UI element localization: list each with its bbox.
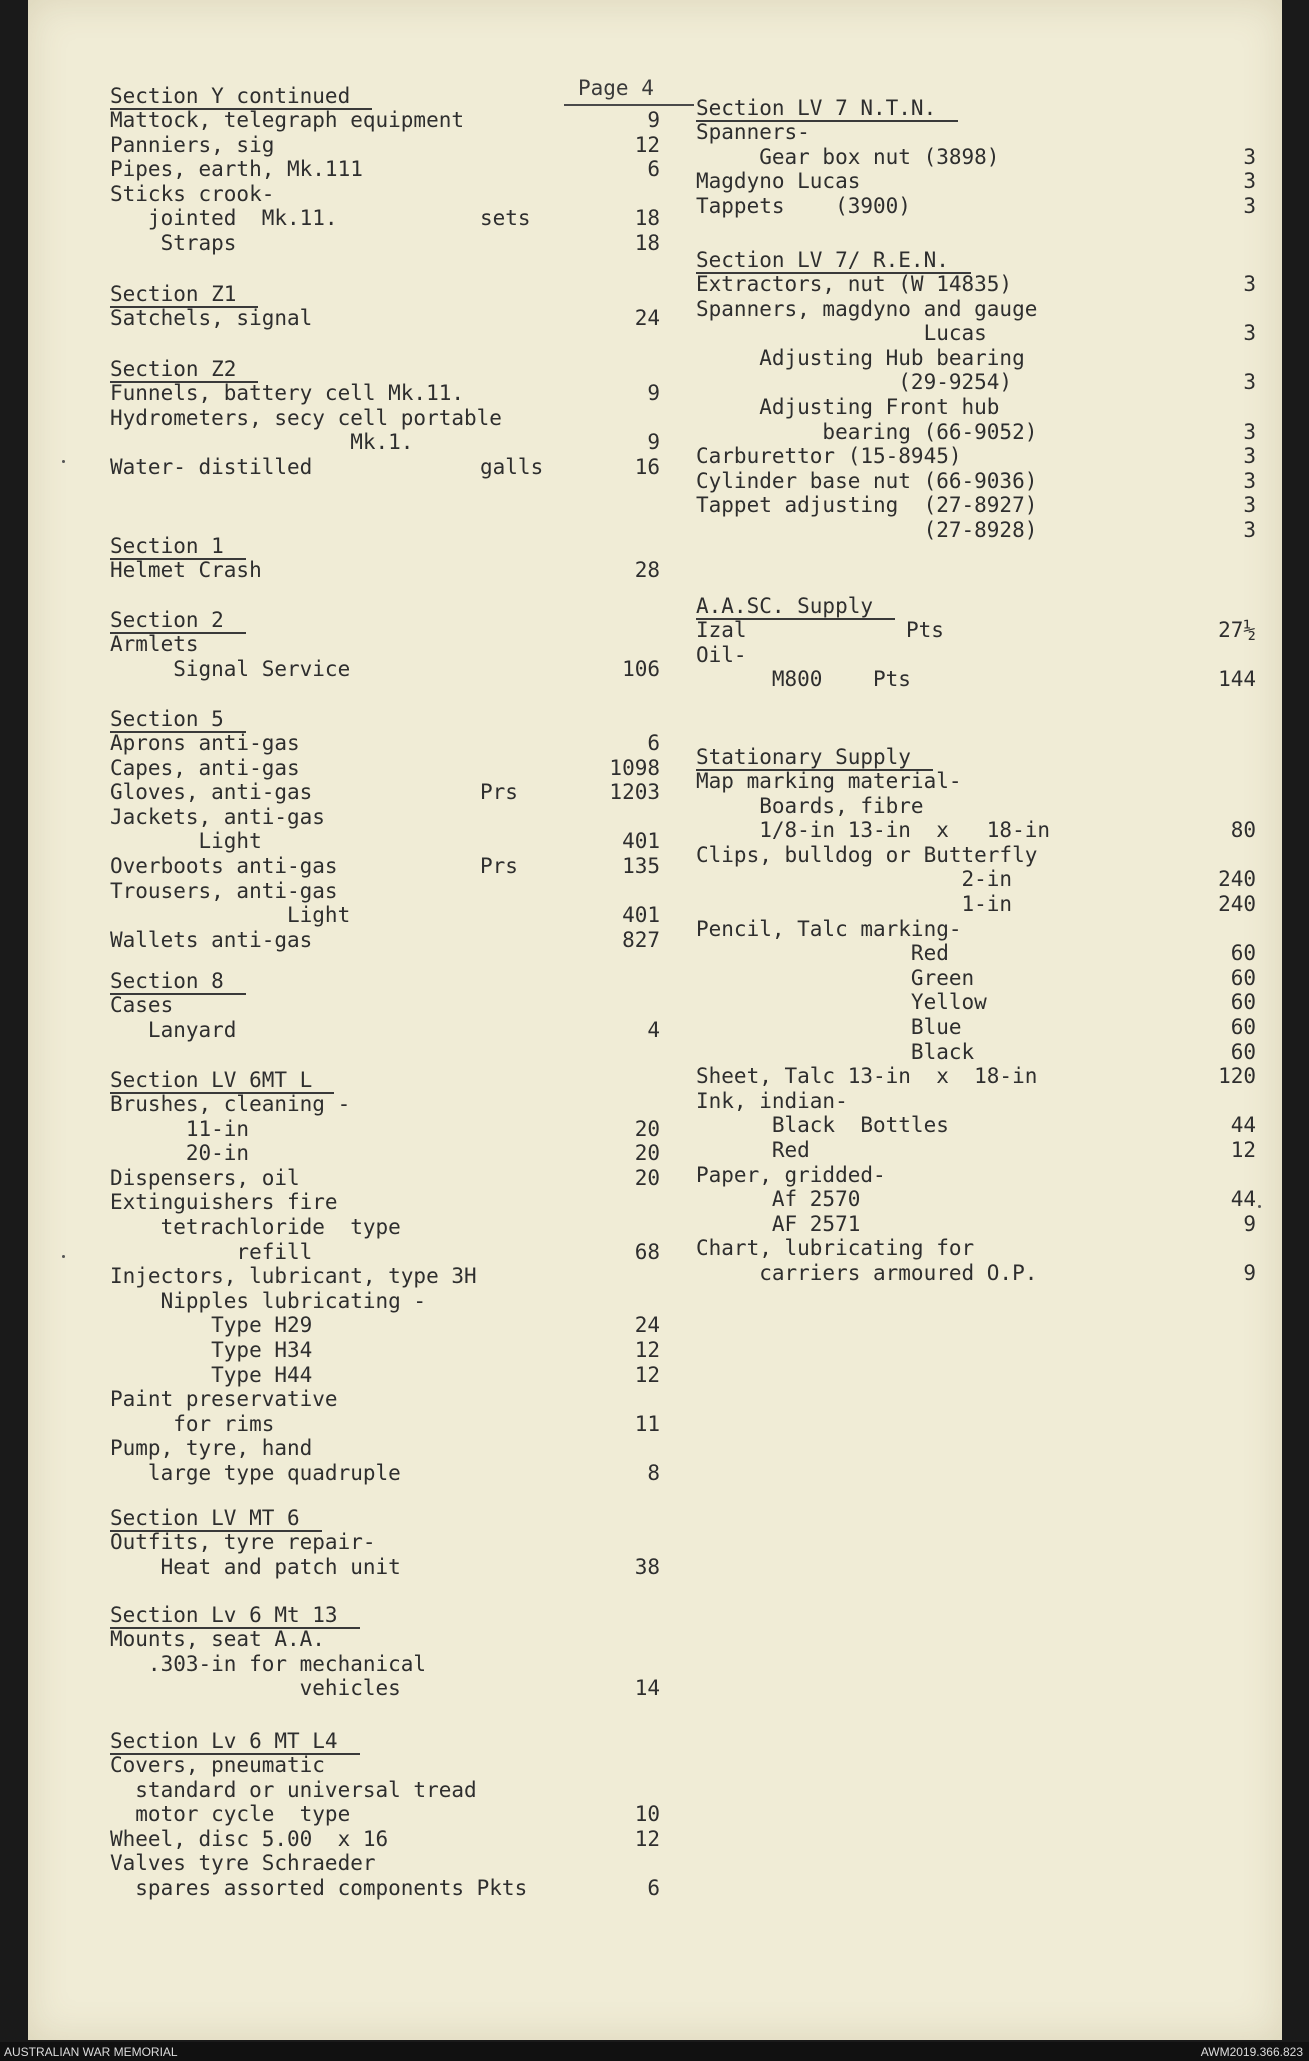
line-item — [696, 1187, 1256, 1212]
catalogue-number: AWM2019.366.823 — [1200, 2045, 1303, 2059]
line-item — [696, 794, 1256, 819]
item-unit: Pts — [906, 618, 944, 642]
item-description: Sheet, Talc 13-in x 18-in — [696, 1064, 1038, 1089]
section-heading — [110, 84, 372, 110]
document-page — [28, 0, 1282, 2040]
item-quantity: 9 — [1243, 1211, 1256, 1236]
line-item — [110, 558, 660, 583]
item-quantity: 80 — [1230, 818, 1256, 843]
line-item — [110, 1018, 660, 1043]
item-description: Gear box nut (3898) — [696, 144, 1000, 169]
line-item — [696, 917, 1256, 942]
item-quantity: 3 — [1243, 272, 1256, 296]
item-description: Boards, fibre — [696, 793, 924, 818]
item-quantity: 24 — [634, 1313, 660, 1338]
line-item — [696, 370, 1256, 395]
item-description: Lucas — [696, 321, 987, 346]
line-item — [110, 455, 660, 480]
line-item — [110, 1851, 660, 1876]
item-description: Straps — [110, 231, 237, 255]
line-item — [696, 1163, 1256, 1188]
line-item — [110, 780, 660, 805]
item-quantity: 6 — [647, 157, 660, 182]
item-description: Blue — [696, 1015, 962, 1039]
margin-mark — [62, 460, 65, 463]
line-item — [110, 1141, 660, 1166]
item-quantity: 144 — [1218, 667, 1256, 692]
item-quantity: 401 — [622, 829, 660, 854]
item-quantity: 3 — [1243, 144, 1256, 169]
section-title: Section Z1 — [110, 282, 258, 308]
line-item — [696, 1236, 1256, 1261]
line-item — [696, 1015, 1256, 1040]
line-item — [110, 1215, 660, 1240]
item-quantity: 12 — [1230, 1138, 1256, 1162]
section-heading — [110, 534, 246, 560]
section-title: Section LV 6MT L — [110, 1068, 334, 1094]
item-quantity: 3 — [1243, 419, 1256, 444]
item-quantity: 60 — [1230, 1015, 1256, 1039]
item-description: Tappets (3900) — [696, 193, 911, 218]
line-item — [696, 297, 1256, 322]
item-description: jointed Mk.11. — [110, 206, 338, 231]
item-description: Overboots anti-gas — [110, 854, 338, 878]
item-description: Black Bottles — [696, 1113, 949, 1138]
item-description: Mounts, seat A.A. — [110, 1627, 325, 1651]
item-quantity: 12 — [634, 132, 660, 157]
item-quantity: 10 — [634, 1802, 660, 1827]
item-description: motor cycle type — [110, 1802, 351, 1827]
line-item — [696, 1138, 1256, 1163]
margin-mark — [1258, 1205, 1261, 1208]
section-heading — [110, 282, 258, 308]
item-description: Armlets — [110, 632, 199, 656]
item-description: vehicles — [110, 1676, 401, 1701]
item-description: Extinguishers fire — [110, 1190, 338, 1215]
item-quantity: 1098 — [609, 755, 660, 780]
item-description: Mattock, telegraph equipment — [110, 108, 465, 132]
line-item — [110, 1363, 660, 1388]
item-description: Black — [696, 1039, 975, 1064]
line-item — [110, 1117, 660, 1142]
item-description: M800 Pts — [696, 667, 911, 692]
section-title: Stationary Supply — [696, 745, 933, 771]
item-description: 2-in — [696, 867, 1013, 892]
item-description: Yellow — [696, 990, 987, 1015]
item-description: Valves tyre Schraeder — [110, 1851, 376, 1876]
item-quantity: 3 — [1243, 169, 1256, 194]
line-item — [696, 618, 1256, 643]
line-item — [110, 854, 660, 879]
item-quantity: 14 — [634, 1676, 660, 1701]
item-description: Satchels, signal — [110, 306, 313, 330]
line-item — [696, 769, 1256, 794]
section-heading — [696, 96, 958, 122]
line-item — [110, 306, 660, 331]
line-item — [696, 843, 1256, 868]
line-item — [110, 1412, 660, 1437]
line-item — [110, 1387, 660, 1412]
item-quantity: 12 — [634, 1362, 660, 1387]
item-quantity: 27½ — [1218, 618, 1256, 642]
item-description: Red — [696, 1138, 810, 1162]
item-quantity: 68 — [634, 1239, 660, 1264]
item-description: Cases — [110, 993, 174, 1017]
item-quantity: 44 — [1230, 1187, 1256, 1212]
item-description: (29-9254) — [696, 370, 1013, 395]
item-unit: galls — [480, 454, 544, 479]
line-item — [696, 1089, 1256, 1114]
line-item — [110, 406, 660, 431]
item-description: Signal Service — [110, 656, 351, 681]
item-description: Mk.1. — [110, 430, 414, 455]
line-item — [696, 892, 1256, 917]
item-quantity: 18 — [634, 206, 660, 231]
line-item — [696, 643, 1256, 668]
line-item — [110, 1240, 660, 1265]
item-description: large type quadruple — [110, 1461, 401, 1485]
line-item — [696, 346, 1256, 371]
archive-footer — [0, 2042, 1309, 2061]
item-description: Heat and patch unit — [110, 1554, 401, 1579]
item-quantity: 60 — [1230, 941, 1256, 966]
item-description: Capes, anti-gas — [110, 755, 300, 780]
line-item — [110, 756, 660, 781]
item-quantity: 60 — [1230, 990, 1256, 1015]
section-title: Section Lv 6 Mt 13 — [110, 1603, 360, 1629]
item-unit: Prs — [480, 854, 518, 878]
item-description: standard or universal tread — [110, 1777, 477, 1802]
item-description: Chart, lubricating for — [696, 1236, 975, 1261]
item-quantity: 401 — [622, 903, 660, 928]
item-description: Hydrometers, secy cell portable — [110, 405, 502, 430]
line-item — [110, 430, 660, 455]
line-item — [110, 1190, 660, 1215]
item-description: 11-in — [110, 1116, 250, 1141]
item-description: .303-in for mechanical — [110, 1651, 427, 1676]
item-quantity: 9 — [647, 108, 660, 132]
item-quantity: 3 — [1243, 493, 1256, 518]
line-item — [696, 1212, 1256, 1237]
item-description: Magdyno Lucas — [696, 169, 861, 194]
section-title: Section 8 — [110, 969, 246, 995]
item-quantity: 3 — [1243, 193, 1256, 218]
line-item — [696, 966, 1256, 991]
line-item — [110, 157, 660, 182]
item-quantity: 20 — [634, 1165, 660, 1190]
section-heading — [696, 594, 895, 620]
item-description: Extractors, nut (W 14835) — [696, 272, 1013, 296]
page-number-underline — [564, 104, 694, 106]
line-item — [696, 1113, 1256, 1138]
item-description: for rims — [110, 1411, 275, 1436]
line-item — [110, 1338, 660, 1363]
item-description: Red — [696, 941, 949, 966]
line-item — [696, 120, 1256, 145]
section-heading — [110, 1603, 360, 1629]
item-quantity: 16 — [634, 454, 660, 479]
line-item — [696, 194, 1256, 219]
item-description: bearing (66-9052) — [696, 419, 1038, 444]
item-description: Trousers, anti-gas — [110, 878, 338, 903]
item-description: 1-in — [696, 892, 1013, 916]
item-quantity: 240 — [1218, 867, 1256, 892]
item-description: refill — [110, 1239, 313, 1264]
item-description: Injectors, lubricant, type 3H — [110, 1264, 477, 1289]
item-quantity: 3 — [1243, 321, 1256, 346]
line-item — [110, 805, 660, 830]
item-description: Outfits, tyre repair- — [110, 1530, 376, 1554]
item-description: spares assorted components Pkts — [110, 1876, 528, 1900]
line-item — [696, 1064, 1256, 1089]
item-quantity: 4 — [647, 1017, 660, 1042]
item-description: Green — [696, 965, 975, 990]
item-description: AF 2571 — [696, 1211, 861, 1236]
line-item — [696, 518, 1256, 543]
item-quantity: 9 — [1243, 1261, 1256, 1285]
section-title: Section LV 7/ R.E.N. — [696, 248, 971, 274]
item-description: Carburettor (15-8945) — [696, 444, 962, 469]
item-description: carriers armoured O.P. — [696, 1261, 1038, 1285]
line-item — [110, 829, 660, 854]
line-item — [696, 667, 1256, 692]
line-item — [110, 133, 660, 158]
item-quantity: 106 — [622, 656, 660, 681]
item-quantity: 44 — [1230, 1113, 1256, 1138]
item-description: Paint preservative — [110, 1387, 338, 1412]
item-description: Covers, pneumatic — [110, 1753, 325, 1777]
line-item — [110, 206, 660, 231]
item-quantity: 135 — [622, 854, 660, 878]
line-item — [110, 879, 660, 904]
item-quantity: 3 — [1243, 444, 1256, 469]
item-quantity: 12 — [634, 1338, 660, 1362]
item-description: Light — [110, 829, 262, 854]
line-item — [110, 1555, 660, 1580]
item-quantity: 8 — [647, 1461, 660, 1485]
line-item — [110, 1289, 660, 1314]
line-item — [696, 990, 1256, 1015]
line-item — [110, 1264, 660, 1289]
line-item — [110, 731, 660, 756]
line-item — [696, 272, 1256, 297]
line-item — [110, 993, 660, 1018]
item-quantity: 3 — [1243, 468, 1256, 493]
item-description: Paper, gridded- — [696, 1162, 886, 1187]
item-description: Jackets, anti-gas — [110, 804, 325, 829]
item-description: Wallets anti-gas — [110, 927, 313, 952]
item-description: Af 2570 — [696, 1187, 861, 1212]
section-title: Section 5 — [110, 707, 246, 733]
item-description: Gloves, anti-gas — [110, 780, 313, 805]
item-description: Panniers, sig — [110, 132, 275, 157]
section-title: Section Lv 6 MT L4 — [110, 1729, 360, 1755]
item-description: Pipes, earth, Mk.111 — [110, 157, 363, 182]
item-quantity: 6 — [647, 731, 660, 755]
line-item — [696, 867, 1256, 892]
item-description: Spanners- — [696, 120, 810, 144]
item-description: Adjusting Front hub — [696, 395, 1000, 419]
item-description: Dispensers, oil — [110, 1165, 300, 1190]
item-description: Light — [110, 903, 351, 928]
line-item — [110, 1166, 660, 1191]
line-item — [110, 1827, 660, 1852]
line-item — [110, 1676, 660, 1701]
line-item — [696, 169, 1256, 194]
item-description: Funnels, battery cell Mk.11. — [110, 381, 465, 405]
item-quantity: 11 — [634, 1411, 660, 1436]
page-number: Page 4 — [578, 76, 654, 100]
section-title: Section LV 7 N.T.N. — [696, 96, 958, 122]
line-item — [110, 928, 660, 953]
item-quantity: 3 — [1243, 370, 1256, 395]
line-item — [110, 632, 660, 657]
line-item — [696, 321, 1256, 346]
line-item — [110, 1876, 660, 1901]
section-heading — [110, 707, 246, 733]
line-item — [110, 1092, 660, 1117]
item-description: Sticks crook- — [110, 181, 275, 206]
section-heading — [110, 1506, 322, 1532]
item-description: Type H29 — [110, 1313, 313, 1338]
item-quantity: 6 — [647, 1876, 660, 1900]
item-description: Izal — [696, 618, 747, 642]
line-item — [110, 381, 660, 406]
item-description: Lanyard — [110, 1017, 237, 1042]
line-item — [110, 1627, 660, 1652]
item-quantity: 60 — [1230, 1039, 1256, 1064]
line-item — [110, 1436, 660, 1461]
item-quantity: 120 — [1218, 1064, 1256, 1089]
item-description: Type H44 — [110, 1362, 313, 1387]
item-quantity: 9 — [647, 381, 660, 405]
item-quantity: 24 — [634, 306, 660, 330]
section-title: Section Z2 — [110, 357, 258, 383]
item-description: Oil- — [696, 642, 747, 667]
item-description: Helmet Crash — [110, 558, 262, 582]
archive-name: AUSTRALIAN WAR MEMORIAL — [4, 2045, 178, 2059]
item-quantity: 18 — [634, 231, 660, 255]
line-item — [110, 182, 660, 207]
line-item — [110, 1530, 660, 1555]
item-quantity: 60 — [1230, 965, 1256, 990]
line-item — [110, 1753, 660, 1778]
section-heading — [110, 969, 246, 995]
line-item — [110, 1778, 660, 1803]
line-item — [696, 493, 1256, 518]
line-item — [696, 818, 1256, 843]
line-item — [696, 469, 1256, 494]
item-description: Ink, indian- — [696, 1088, 848, 1113]
section-title: Section 2 — [110, 608, 246, 634]
line-item — [696, 145, 1256, 170]
section-heading — [110, 1729, 360, 1755]
item-description: Adjusting Hub bearing — [696, 345, 1025, 370]
item-description: Map marking material- — [696, 769, 962, 793]
line-item — [110, 231, 660, 256]
section-heading — [696, 248, 971, 274]
line-item — [110, 1652, 660, 1677]
item-quantity: 20 — [634, 1116, 660, 1141]
item-description: Wheel, disc 5.00 x 16 — [110, 1826, 389, 1851]
line-item — [696, 444, 1256, 469]
item-quantity: 827 — [622, 927, 660, 952]
line-item — [110, 657, 660, 682]
item-description: Cylinder base nut (66-9036) — [696, 468, 1038, 493]
line-item — [696, 941, 1256, 966]
line-item — [696, 1261, 1256, 1286]
item-unit: sets — [480, 206, 531, 231]
section-heading — [110, 608, 246, 634]
item-description: Type H34 — [110, 1338, 313, 1362]
item-description: Water- distilled — [110, 454, 313, 479]
line-item — [110, 903, 660, 928]
line-item — [696, 395, 1256, 420]
line-item — [110, 1802, 660, 1827]
item-description: Spanners, magdyno and gauge — [696, 296, 1038, 321]
item-quantity: 1203 — [609, 780, 660, 805]
item-description: Aprons anti-gas — [110, 731, 300, 755]
line-item — [696, 420, 1256, 445]
item-description: Clips, bulldog or Butterfly — [696, 842, 1038, 867]
item-description: Nipples lubricating - — [110, 1288, 427, 1313]
section-title: A.A.SC. Supply — [696, 594, 895, 620]
item-quantity: 20 — [634, 1141, 660, 1166]
line-item — [696, 1040, 1256, 1065]
item-description: Brushes, cleaning - — [110, 1092, 351, 1116]
item-quantity: 9 — [647, 430, 660, 455]
item-quantity: 28 — [634, 558, 660, 582]
item-description: Pencil, Talc marking- — [696, 916, 962, 941]
section-heading — [110, 1068, 334, 1094]
line-item — [110, 108, 660, 133]
line-item — [110, 1313, 660, 1338]
item-description: tetrachloride type — [110, 1215, 401, 1239]
item-quantity: 240 — [1218, 892, 1256, 916]
section-heading — [696, 745, 933, 771]
item-description: Tappet adjusting (27-8927) — [696, 493, 1038, 518]
item-quantity: 38 — [634, 1554, 660, 1579]
section-title: Section LV MT 6 — [110, 1506, 322, 1532]
line-item — [110, 1461, 660, 1486]
item-description: Pump, tyre, hand — [110, 1436, 313, 1461]
item-quantity: 12 — [634, 1826, 660, 1851]
item-description: (27-8928) — [696, 518, 1038, 542]
margin-mark — [62, 1255, 65, 1258]
item-description: 20-in — [110, 1141, 250, 1166]
item-unit: Prs — [480, 780, 518, 805]
section-title: Section 1 — [110, 534, 246, 560]
item-quantity: 3 — [1243, 518, 1256, 542]
section-title: Section Y continued — [110, 84, 372, 110]
item-description: 1/8-in 13-in x 18-in — [696, 818, 1051, 843]
section-heading — [110, 357, 258, 383]
